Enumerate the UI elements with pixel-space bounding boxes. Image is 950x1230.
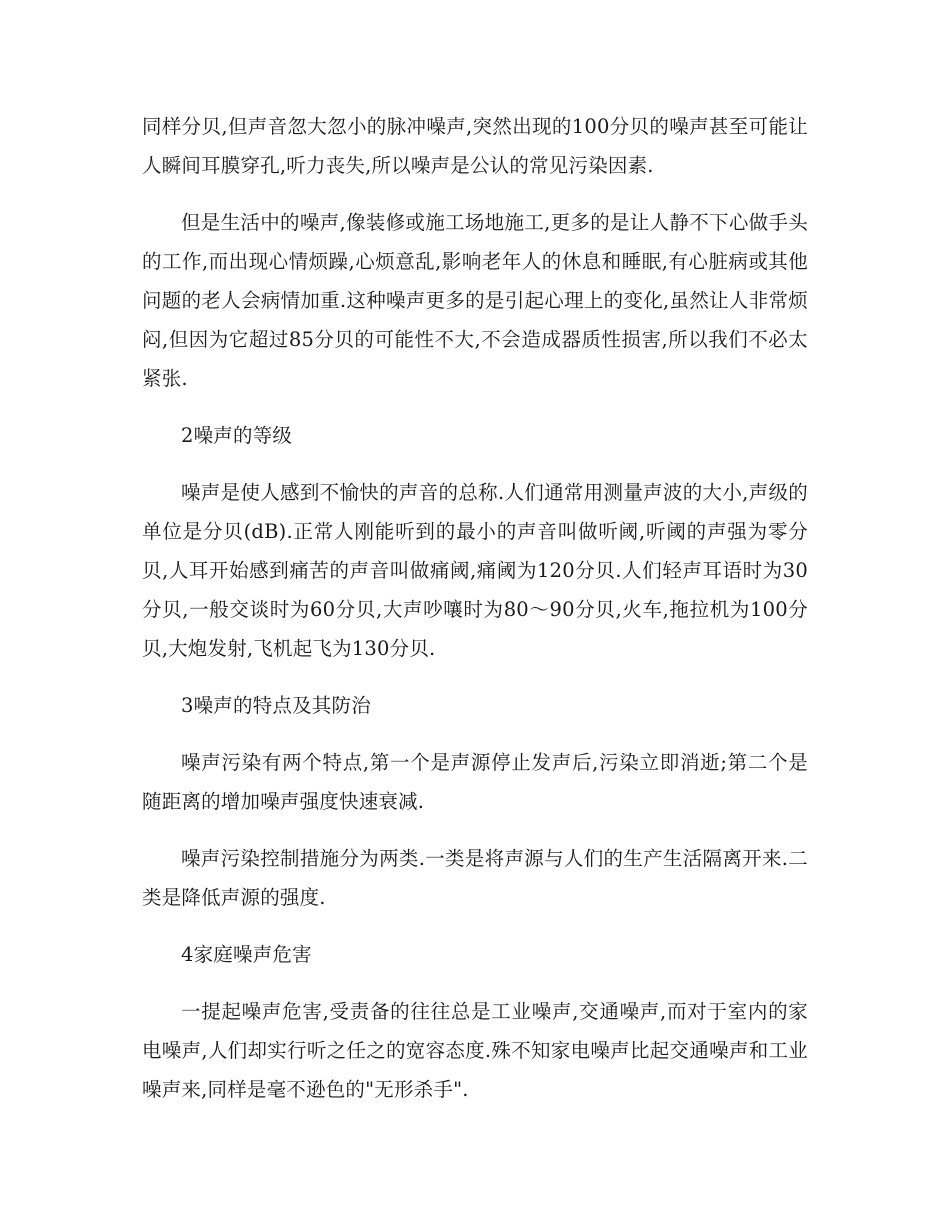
- paragraph-household-noise: 一提起噪声危害,受责备的往往总是工业噪声,交通噪声,而对于室内的家电噪声,人们却实行听之任之的宽容态度.殊不知家电噪声比起交通噪声和工业噪声来,同样是毫不逊色的"无形杀手".: [142, 1000, 808, 1101]
- paragraph-pulse-noise: 同样分贝,但声音忽大忽小的脉冲噪声,突然出现的100分贝的噪声甚至可能让人瞬间耳膜穿孔,听力丧失,所以噪声是公认的常见污染因素.: [142, 115, 808, 177]
- paragraph-noise-levels: 噪声是使人感到不愉快的声音的总称.人们通常用测量声波的大小,声级的单位是分贝(dB).正常人刚能听到的最小的声音叫做听阈,听阈的声强为零分贝,人耳开始感到痛苦的声音叫做痛阈,痛阈为120分贝.人们轻声耳语时为30分贝,一般交谈时为60分贝,大声吵嚷时为80～90分贝,火车,拖拉机为100分贝,大炮发射,飞机起飞为130分贝.: [142, 481, 808, 660]
- section-heading-noise-features: 3噪声的特点及其防治: [181, 694, 371, 717]
- section-heading-noise-levels: 2噪声的等级: [181, 424, 293, 447]
- document-body: [142, 107, 808, 1127]
- section-heading-household-noise: 4家庭噪声危害: [181, 943, 312, 966]
- paragraph-noise-control: 噪声污染控制措施分为两类.一类是将声源与人们的生产生活隔离开来.二类是降低声源的强度.: [142, 847, 808, 909]
- paragraph-noise-features: 噪声污染有两个特点,第一个是声源停止发声后,污染立即消逝;第二个是随距离的增加噪声强度快速衰减.: [142, 751, 808, 813]
- paragraph-daily-noise: 但是生活中的噪声,像装修或施工场地施工,更多的是让人静不下心做手头的工作,而出现心情烦躁,心烦意乱,影响老年人的休息和睡眠,有心脏病或其他问题的老人会病情加重.这种噪声更多的是引起心理上的变化,虽然让人非常烦闷,但因为它超过85分贝的可能性不大,不会造成器质性损害,所以我们不必太紧张.: [142, 211, 808, 390]
